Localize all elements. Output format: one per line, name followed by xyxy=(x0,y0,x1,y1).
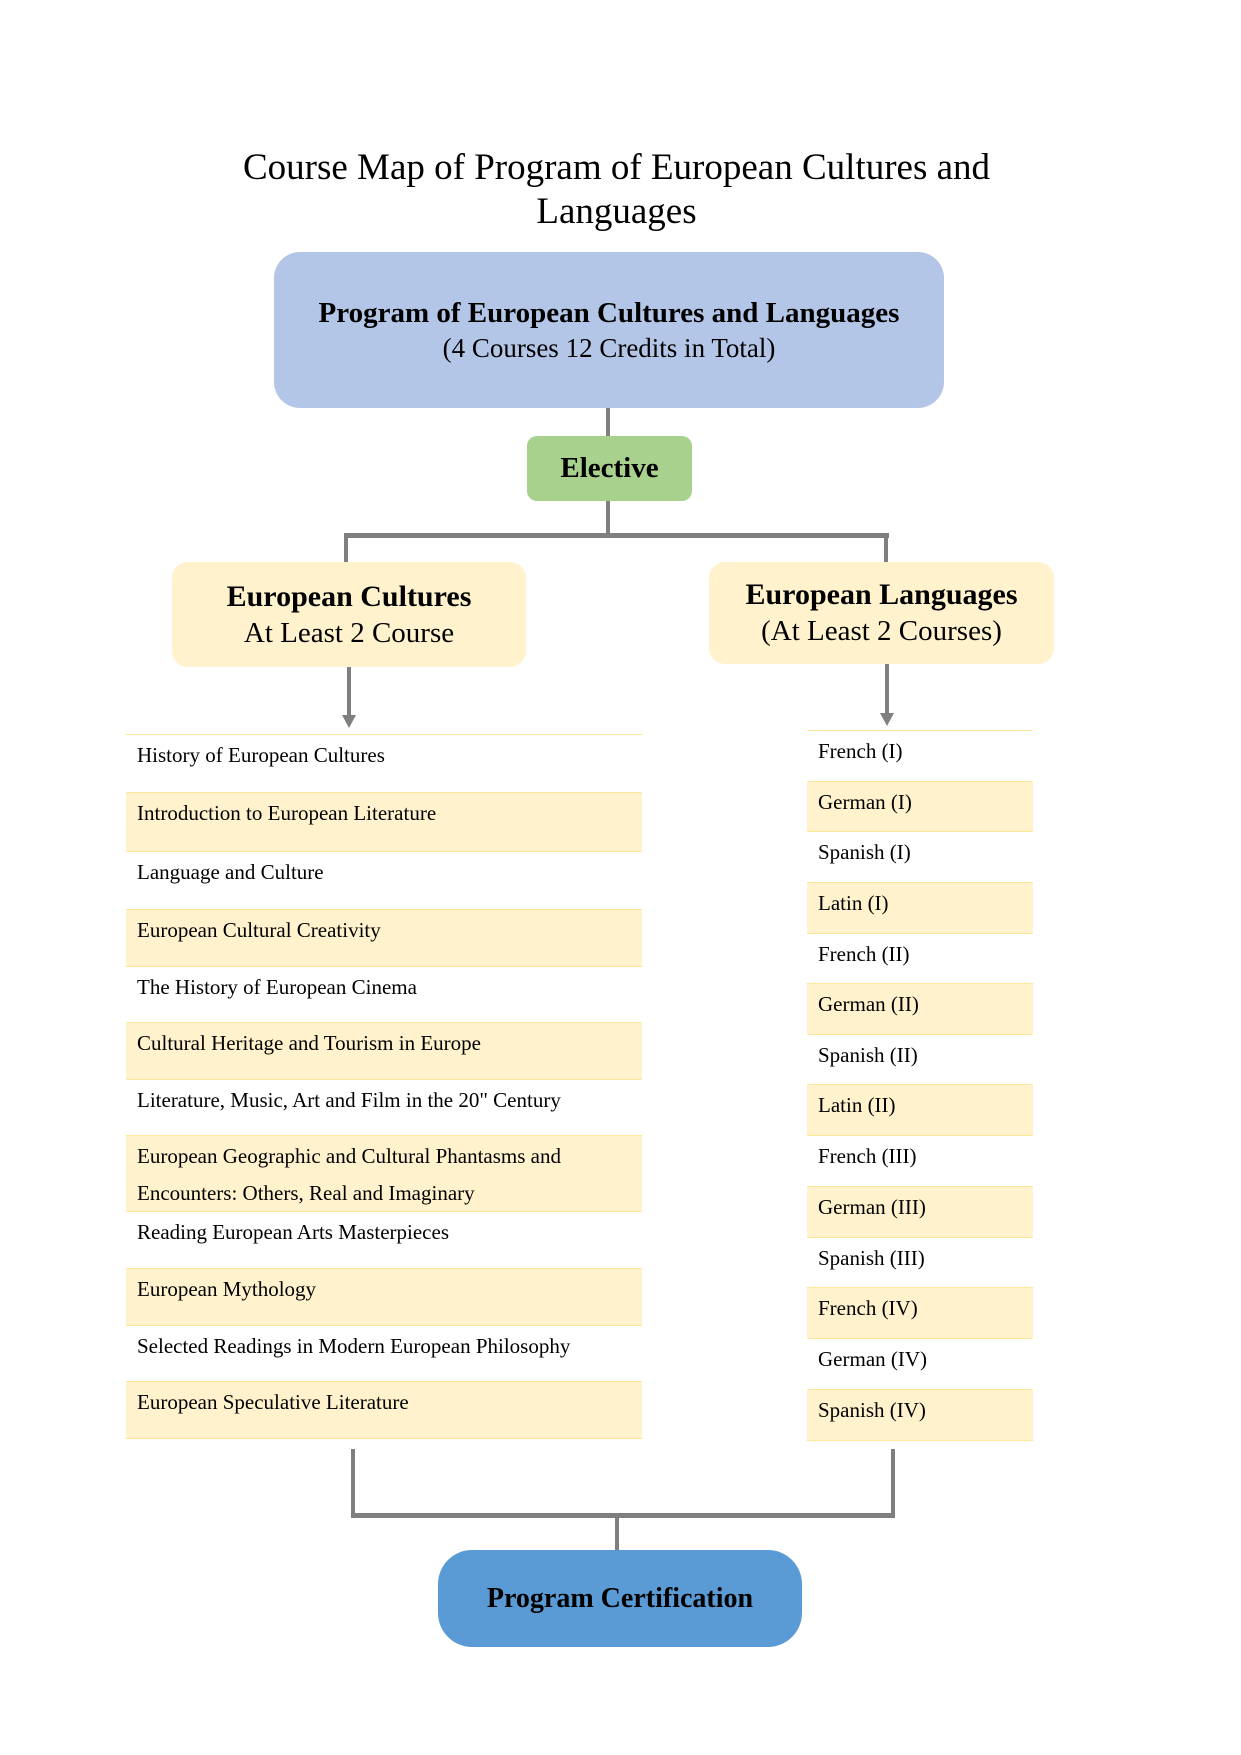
european-languages-box xyxy=(709,562,1054,664)
connector-languages-arrow-shaft xyxy=(885,664,889,714)
program-name: Program of European Cultures and Languages xyxy=(318,297,900,329)
european-cultures-box xyxy=(172,562,526,667)
course-row: Spanish (IV) xyxy=(807,1390,1033,1441)
course-row: Language and Culture xyxy=(126,852,642,910)
course-row: History of European Cultures xyxy=(126,735,642,793)
course-row: European Speculative Literature xyxy=(126,1382,642,1439)
course-row: European Mythology xyxy=(126,1269,642,1326)
course-row: European Geographic and Cultural Phantasms and Encounters: Others, Real and Imaginary xyxy=(126,1136,642,1212)
connector-merge-horizontal xyxy=(351,1513,895,1518)
course-row: Spanish (I) xyxy=(807,832,1033,883)
title-line-1: Course Map of Program of European Cultures and xyxy=(242,147,991,188)
course-row: German (IV) xyxy=(807,1339,1033,1390)
cultures-course-list xyxy=(126,734,642,1439)
connector-elective-down xyxy=(606,501,610,537)
connector-languages-down xyxy=(891,1449,895,1517)
languages-requirement: (At Least 2 Courses) xyxy=(761,615,1002,647)
course-row: Latin (II) xyxy=(807,1085,1033,1136)
connector-branch-left xyxy=(344,533,348,562)
languages-heading: European Languages xyxy=(745,578,1018,611)
connector-merge-down xyxy=(615,1517,619,1550)
connector-cultures-down xyxy=(351,1449,355,1517)
elective-label: Elective xyxy=(560,452,659,484)
course-row: French (II) xyxy=(807,934,1033,984)
certification-label: Program Certification xyxy=(486,1582,754,1614)
course-row: Reading European Arts Masterpieces xyxy=(126,1212,642,1269)
cultures-requirement: At Least 2 Course xyxy=(243,616,455,649)
connector-cultures-arrow-shaft xyxy=(347,667,351,716)
course-row: Introduction to European Literature xyxy=(126,793,642,852)
course-row: Literature, Music, Art and Film in the 20" Century xyxy=(126,1080,642,1136)
course-row: German (III) xyxy=(807,1187,1033,1238)
arrow-down-icon xyxy=(880,713,894,726)
course-row: Selected Readings in Modern European Philosophy xyxy=(126,1326,642,1382)
program-summary: (4 Courses 12 Credits in Total) xyxy=(442,333,776,363)
course-row: Spanish (III) xyxy=(807,1238,1033,1288)
course-row: French (IV) xyxy=(807,1288,1033,1339)
course-row: German (I) xyxy=(807,782,1033,832)
course-row: Spanish (II) xyxy=(807,1035,1033,1085)
program-certification-box xyxy=(438,1550,802,1647)
course-row: European Cultural Creativity xyxy=(126,910,642,967)
languages-course-list xyxy=(807,730,1033,1441)
course-row: French (I) xyxy=(807,731,1033,782)
course-row: French (III) xyxy=(807,1136,1033,1187)
course-row: Latin (I) xyxy=(807,883,1033,934)
title-line-2: Languages xyxy=(536,191,697,232)
connector-program-elective xyxy=(606,408,610,436)
arrow-down-icon xyxy=(342,715,356,728)
elective-box xyxy=(527,436,692,501)
course-row: The History of European Cinema xyxy=(126,967,642,1023)
page-title xyxy=(0,146,1233,234)
cultures-heading: European Cultures xyxy=(226,579,472,613)
connector-branch-horizontal xyxy=(344,533,889,538)
course-row: German (II) xyxy=(807,984,1033,1035)
program-box xyxy=(274,252,944,408)
connector-branch-right xyxy=(884,533,888,562)
course-row: Cultural Heritage and Tourism in Europe xyxy=(126,1023,642,1080)
